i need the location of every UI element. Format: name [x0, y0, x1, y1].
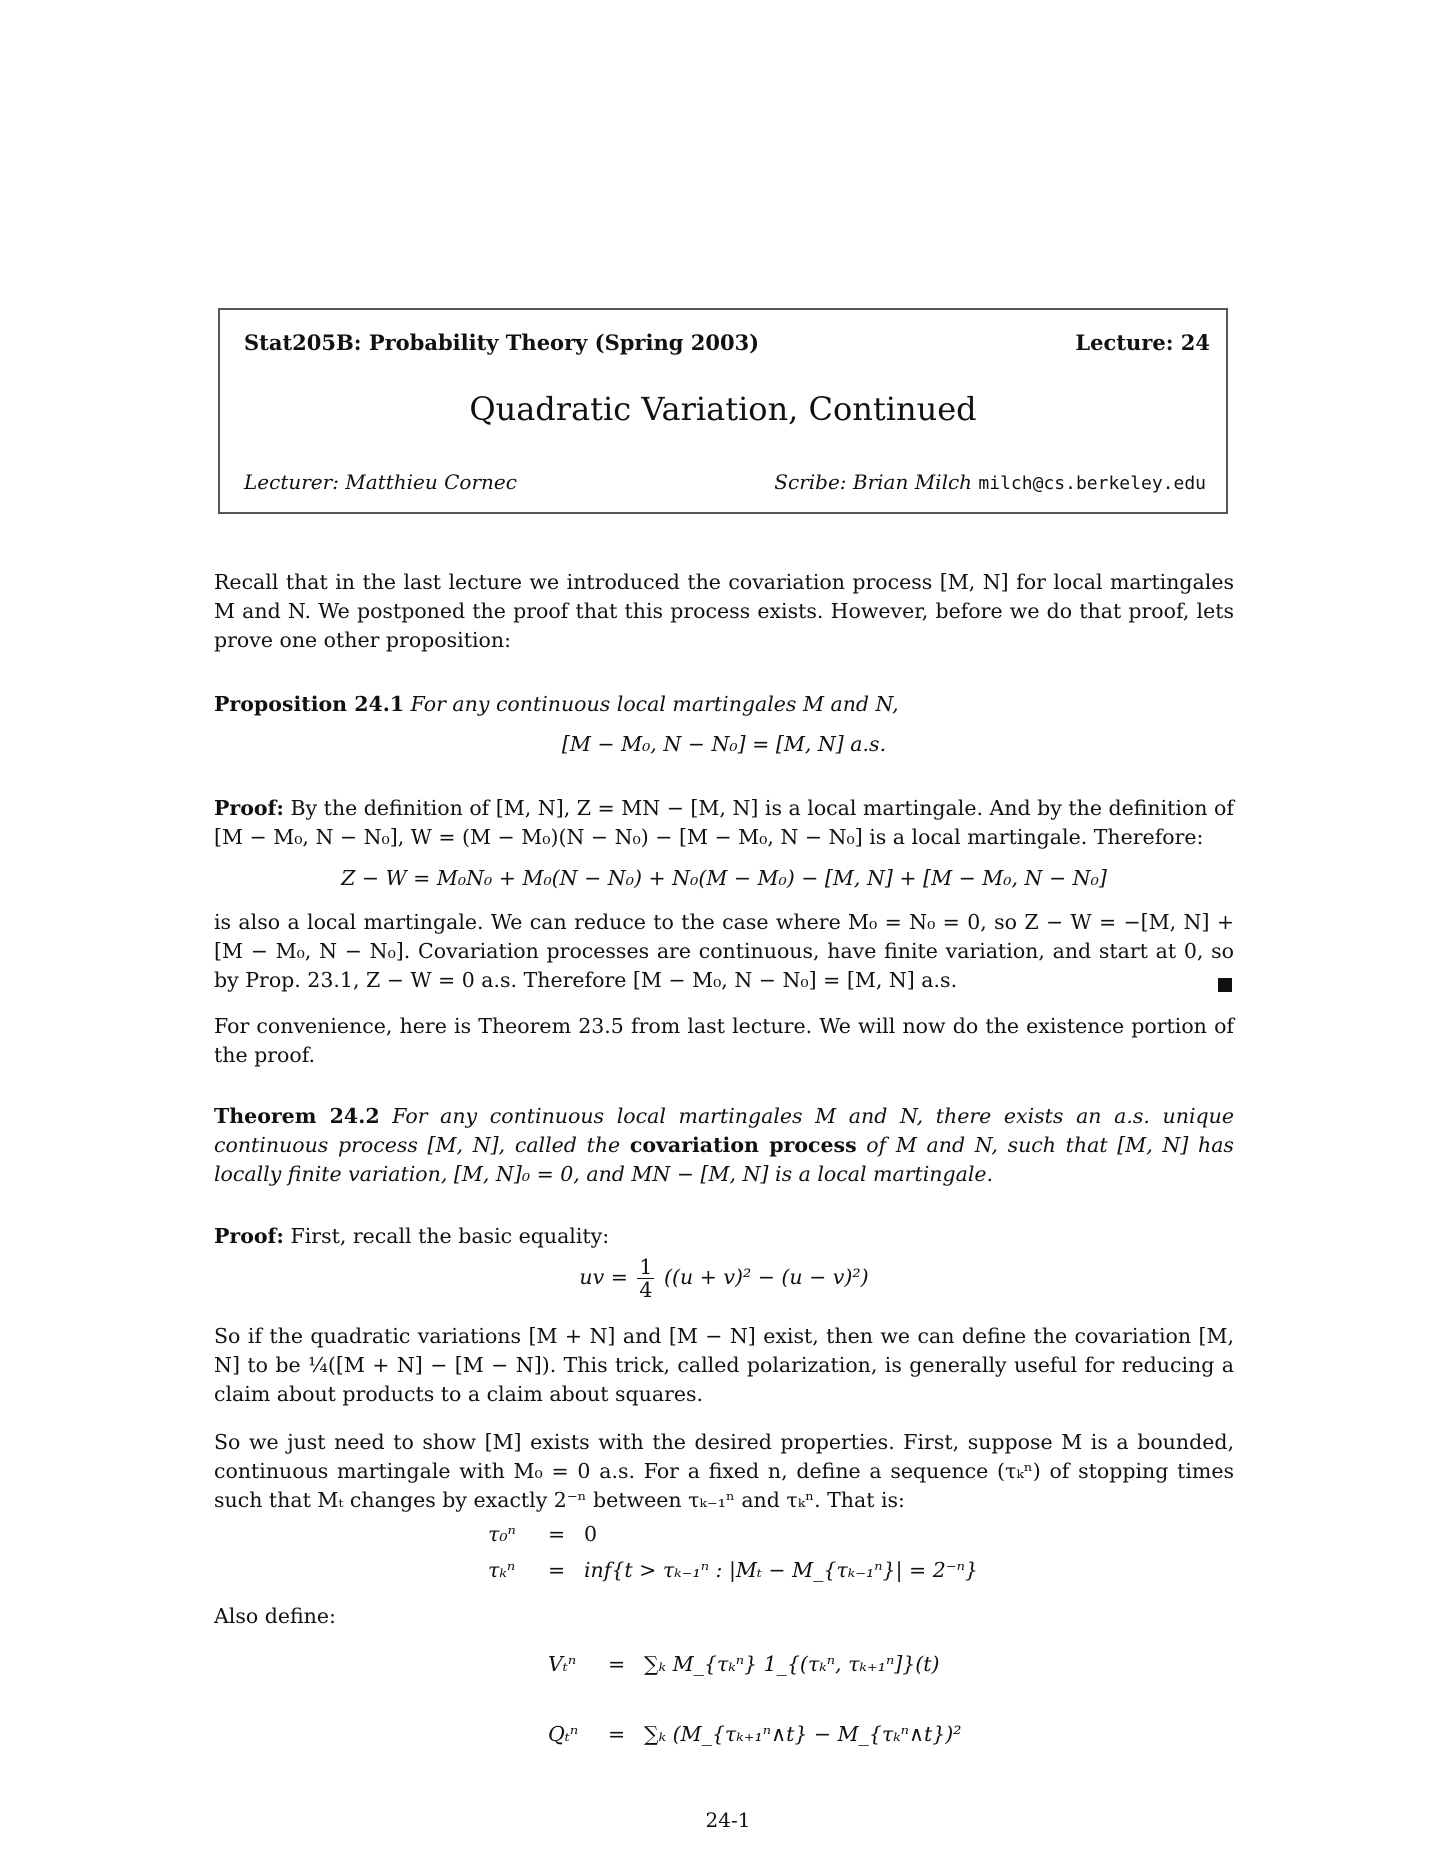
proposition-text: For any continuous local martingales M and N, — [410, 692, 899, 716]
tauk-lhs: τₖⁿ — [488, 1558, 516, 1582]
lecturer-name: Lecturer: Matthieu Cornec — [244, 470, 517, 494]
proof-2-label: Proof: — [214, 1224, 284, 1248]
tauk-rhs: inf{t > τₖ₋₁ⁿ : |Mₜ − M_{τₖ₋₁ⁿ}| = 2⁻ⁿ} — [584, 1558, 978, 1582]
stopping-times-paragraph: So we just need to show [M] exists with the desired properties. First, suppose M is a bounded, continuous martingale with M₀ = 0 a.s. For a fixed n, define a sequence (τₖⁿ) of stopping times such that Mₜ changes by exactly 2⁻ⁿ between τₖ₋₁ⁿ and τₖⁿ. That is: — [214, 1430, 1234, 1512]
scribe-info — [774, 470, 1206, 494]
theorem-text-a: For any continuous local martingales M and N, there exists an a.s. unique continuous process [M, N], called the — [214, 1104, 1234, 1157]
scribe-name: Scribe: Brian Milch — [774, 470, 973, 494]
tauk-eq-sign: = — [548, 1558, 566, 1582]
course-title: Stat205B: Probability Theory (Spring 2003) — [244, 330, 760, 355]
proposition-label: Proposition 24.1 — [214, 692, 405, 716]
lecture-title: Quadratic Variation, Continued — [469, 390, 977, 428]
proof-2-text: First, recall the basic equality: — [290, 1224, 610, 1248]
tau0-rhs: 0 — [584, 1522, 598, 1546]
proof-1-text: By the definition of [M, N], Z = MN − [M, N] is a local martingale. And by the definition of [M − M₀, N − N₀], W = (M − M₀)(N − N₀) − [M − M₀, N − N₀] is a local martingale. Therefore: — [214, 796, 1234, 849]
proposition-equation: [M − M₀, N − N₀] = [M, N] a.s. — [561, 732, 887, 756]
convenience-paragraph: For convenience, here is Theorem 23.5 from last lecture. We will now do the existence portion of the proof. — [214, 1014, 1234, 1067]
proof-1 — [214, 794, 1234, 852]
tau0-lhs: τ₀ⁿ — [488, 1522, 516, 1546]
q-lhs: Qₜⁿ — [548, 1722, 579, 1746]
lecture-header-box — [218, 308, 1228, 514]
proof-2 — [214, 1222, 1234, 1251]
v-rhs: ∑ₖ M_{τₖⁿ} 1_{(τₖⁿ, τₖ₊₁ⁿ]}(t) — [644, 1652, 940, 1676]
fraction: $\frac{1}{4}$ — [639, 1255, 653, 1302]
theorem-text-b: of M and N, such that [M, N] has locally finite variation, [M, N]₀ = 0, and MN − [M, N] is a local martingale. — [214, 1133, 1234, 1186]
v-eq-sign: = — [608, 1652, 626, 1676]
scribe-email: milch@cs.berkeley.edu — [978, 473, 1206, 494]
intro-paragraph: Recall that in the last lecture we introduced the covariation process [M, N] for local martingales M and N. We postponed the proof that this process exists. However, before we do that proof, lets prove one other proposition: — [214, 570, 1234, 652]
tau0-eq-sign: = — [548, 1522, 566, 1546]
v-lhs: Vₜⁿ — [548, 1652, 577, 1676]
page-number: 24-1 — [705, 1808, 751, 1832]
proof-1-equation: Z − W = M₀N₀ + M₀(N − N₀) + N₀(M − M₀) − [M, N] + [M − M₀, N − N₀] — [341, 866, 1107, 890]
also-define: Also define: — [214, 1604, 336, 1628]
polarization-equation: uv = $\frac{1}{4}$ ((u + v)² − (u − v)²) — [579, 1255, 869, 1302]
theorem-bold-term: covariation process — [629, 1133, 857, 1157]
proof-1-continuation: is also a local martingale. We can reduce to the case where M₀ = N₀ = 0, so Z − W = −[M, N] + [M − M₀, N − N₀]. Covariation processes are continuous, have finite variation, and start at 0, so by Prop. 23.1, Z − W = 0 a.s. Therefore [M − M₀, N − N₀] = [M, N] a.s. — [214, 910, 1234, 992]
lecture-number: Lecture: 24 — [1075, 330, 1210, 355]
qed-square-icon — [1218, 978, 1232, 992]
proposition — [214, 690, 1234, 719]
polarization-paragraph: So if the quadratic variations [M + N] and [M − N] exist, then we can define the covariation [M, N] to be ¼([M + N] − [M − N]). This trick, called polarization, is generally useful for reducing a claim about products to a claim about squares. — [214, 1324, 1234, 1406]
q-rhs: ∑ₖ (M_{τₖ₊₁ⁿ∧t} − M_{τₖⁿ∧t})² — [644, 1722, 962, 1746]
q-eq-sign: = — [608, 1722, 626, 1746]
proof-label: Proof: — [214, 796, 284, 820]
theorem — [214, 1102, 1234, 1189]
theorem-label: Theorem 24.2 — [214, 1104, 380, 1128]
